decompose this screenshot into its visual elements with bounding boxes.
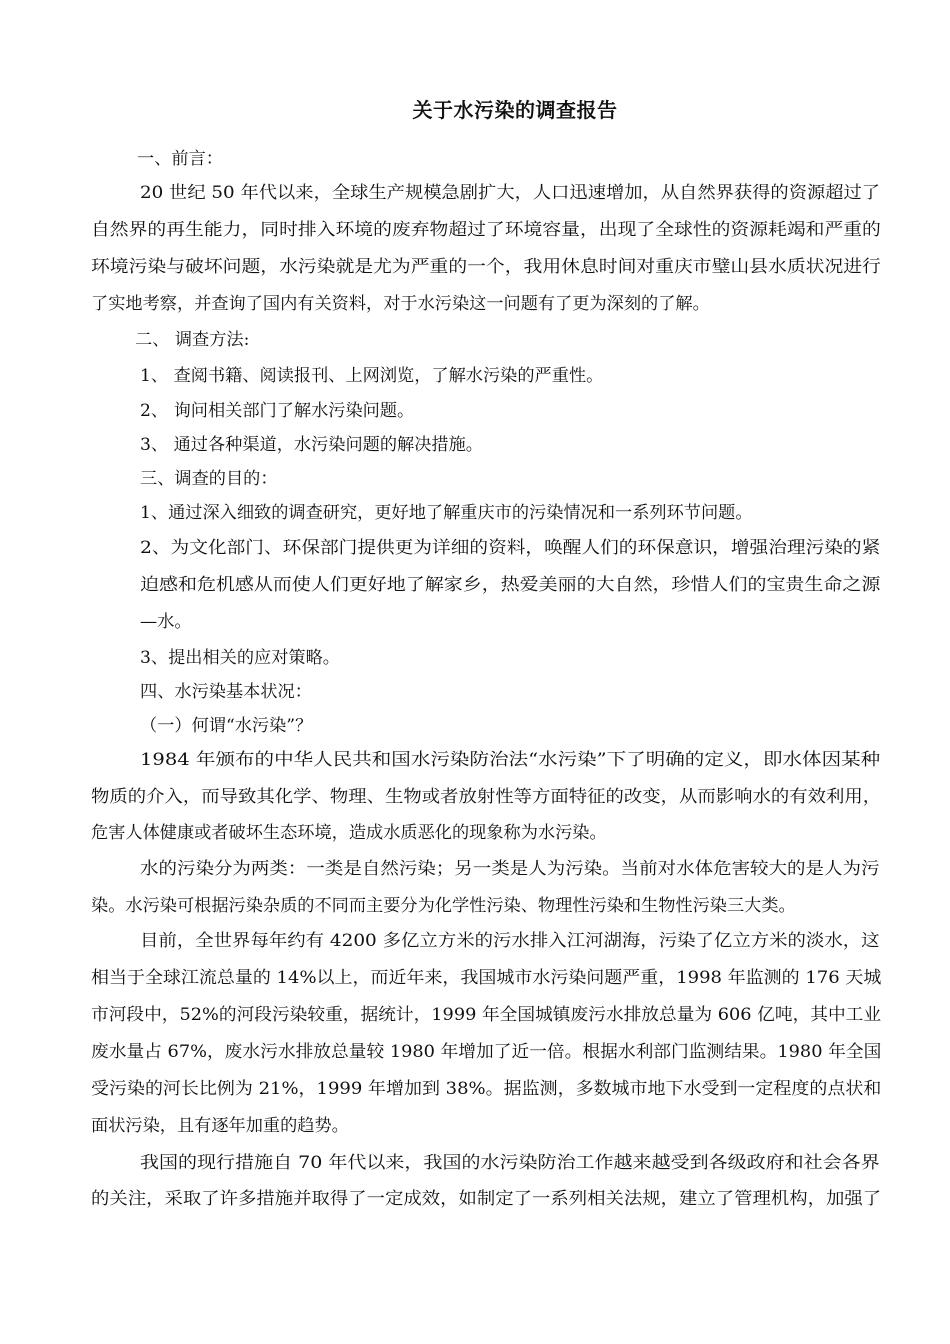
text-line: 2、为文化部门、环保部门提供更为详细的资料，唤醒人们的环保意识，增强治理污染的紧: [140, 538, 881, 558]
text-line: 市河段中，52%的河段污染较重，据统计，1999 年全国城镇废污水排放总量为 606 亿吨，其中工业: [91, 1005, 882, 1025]
text-line: 物质的介入，而导致其化学、物理、生物或者放射性等方面特征的改变，从而影响水的有效利用，: [91, 787, 882, 807]
text-line: 1、 查阅书籍、阅读报刊、上网浏览，了解水污染的严重性。: [140, 366, 604, 386]
text-line: 水的污染分为两类：一类是自然污染；另一类是人为污染。当前对水体危害较大的是人为污: [140, 859, 880, 879]
text-line: 一、前言：: [137, 149, 223, 169]
text-line: 的关注，采取了许多措施并取得了一定成效，如制定了一系列相关法规，建立了管理机构，加强了: [91, 1189, 882, 1209]
text-line: 面状污染，且有逐年加重的趋势。: [91, 1116, 349, 1136]
text-line: 20 世纪 50 年代以来，全球生产规模急剧扩大，人口迅速增加，从自然界获得的资源超过了: [140, 183, 881, 203]
text-line: 三、调查的目的：: [140, 469, 278, 489]
document-title: 关于水污染的调查报告: [412, 98, 618, 122]
text-line: 3、提出相关的应对策略。: [140, 648, 340, 668]
text-line: 1984 年颁布的中华人民共和国水污染防治法“水污染”下了明确的定义，即水体因某种: [140, 750, 881, 770]
text-line: 染。水污染可根据污染杂质的不同而主要分为化学性污染、物理性污染和生物性污染三大类。: [91, 896, 796, 916]
text-line: 四、水污染基本状况：: [140, 682, 312, 702]
text-line: 二、 调查方法:: [135, 330, 250, 350]
text-line: 3、 通过各种渠道，水污染问题的解决措施。: [140, 435, 483, 455]
text-line: 我国的现行措施自 70 年代以来，我国的水污染防治工作越来越受到各级政府和社会各界: [140, 1153, 880, 1173]
text-line: 2、 询问相关部门了解水污染问题。: [140, 401, 415, 421]
text-line: （一）何谓“水污染”？: [140, 716, 313, 736]
text-line: 1、通过深入细致的调查研究，更好地了解重庆市的污染情况和一系列环节问题。: [140, 503, 753, 523]
text-line: 受污染的河长比例为 21%，1999 年增加到 38%。据监测，多数城市地下水受到一定程度的点状和: [91, 1079, 882, 1099]
text-line: 废水量占 67%，废水污水排放总量较 1980 年增加了近一倍。根据水利部门监测结果。1980 年全国: [91, 1042, 882, 1062]
text-line: 目前，全世界每年约有 4200 多亿立方米的污水排入江河湖海，污染了亿立方米的淡水，这: [140, 931, 880, 951]
text-line: 了实地考察，并查询了国内有关资料，对于水污染这一问题有了更为深刻的了解。: [91, 294, 710, 314]
text-line: 自然界的再生能力，同时排入环境的废弃物超过了环境容量，出现了全球性的资源耗竭和严重的: [91, 220, 881, 240]
text-line: 迫感和危机感从而使人们更好地了解家乡，热爱美丽的大自然，珍惜人们的宝贵生命之源: [140, 575, 881, 595]
text-line: 危害人体健康或者破坏生态环境，造成水质恶化的现象称为水污染。: [91, 823, 607, 843]
text-line: 环境污染与破坏问题，水污染就是尤为严重的一个，我用休息时间对重庆市璧山县水质状况进行: [91, 257, 881, 277]
text-line: 相当于全球江流总量的 14%以上，而近年来，我国城市水污染问题严重，1998 年监测的 176 天城: [91, 968, 882, 988]
text-line: —水。: [140, 612, 192, 632]
